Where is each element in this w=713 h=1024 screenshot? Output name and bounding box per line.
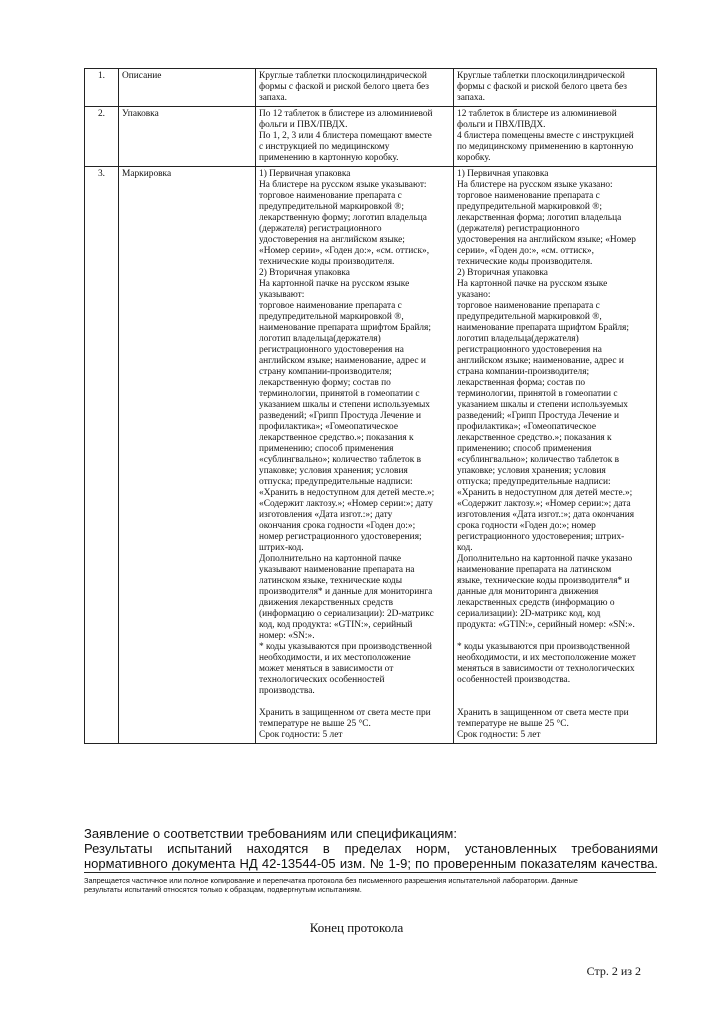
requirement-line: лекарственную форму; состав по: [259, 378, 391, 388]
actual-line: технические коды производителя.: [457, 257, 593, 267]
actual-line: На картонной пачке на русском языке: [457, 279, 608, 289]
requirement-line: удостоверения на английском языке;: [259, 235, 405, 245]
requirement-line: номер регистрационного удостоверения;: [259, 532, 422, 542]
table-row: [85, 69, 657, 107]
requirement-line: указанием шкалы и степени используемых: [259, 400, 430, 410]
requirement-line: предупредительной маркировкой ®;: [259, 202, 404, 212]
requirement-line: разведений; «Грипп Простуда Лечение и: [259, 411, 422, 421]
statement-body: [84, 841, 658, 871]
divider: [84, 872, 656, 873]
actual-line: предупредительной маркировкой ®;: [457, 202, 602, 212]
requirement-line: Хранить в защищенном от света месте при: [259, 708, 431, 718]
requirement-line: «Номер серии», «Годен до:», «см. оттиск»,: [259, 246, 430, 256]
statement-title: Заявление о соответствии требованиям или спецификациям:: [84, 826, 457, 841]
requirement-line: с инструкцией по медицинскому: [259, 142, 390, 152]
actual-line: торговое наименование препарата с: [457, 301, 600, 311]
actual-line: (держателя) регистрационного: [457, 224, 580, 234]
statement-line-2: нормативного документа НД 42-13544-05 изм. № 1-9; по проверенным показателям качества.: [84, 856, 658, 871]
requirement-cell: [256, 69, 454, 107]
actual-line: регистрационного удостоверения; штрих-: [457, 532, 625, 542]
actual-line: Срок годности: 5 лет: [457, 730, 541, 740]
requirement-line: регистрационного удостоверения на: [259, 345, 404, 355]
requirement-line: [259, 697, 450, 708]
requirement-line: По 12 таблеток в блистере из алюминиевой: [259, 109, 433, 119]
conformity-statement: [84, 826, 658, 871]
requirement-line: производства.: [259, 686, 315, 696]
test-results-table: [84, 68, 657, 744]
requirement-line: лекарственную форму; логотип владельца: [259, 213, 427, 223]
requirement-line: формы с фаской и риской белого цвета без: [259, 82, 429, 92]
actual-line: температуре не выше 25 °С.: [457, 719, 569, 729]
requirement-line: номер: «SN:».: [259, 631, 315, 641]
actual-line: наименование препарата шрифтом Брайля;: [457, 323, 629, 333]
actual-line: указанием шкалы и степени используемых: [457, 400, 628, 410]
actual-line: торговое наименование препарата с: [457, 191, 600, 201]
actual-line: профилактика»; «Гомеопатическое: [457, 422, 597, 432]
requirement-line: производителя* и данные для мониторинга: [259, 587, 433, 597]
table-row: [85, 107, 657, 167]
actual-line: серии», «Годен до:», «см. оттиск»,: [457, 246, 594, 256]
actual-line: страна компании-производителя;: [457, 367, 590, 377]
requirement-line: запаха.: [259, 93, 287, 103]
requirement-cell: [256, 167, 454, 744]
requirement-line: На картонной пачке на русском языке: [259, 279, 410, 289]
actual-line: логотип владельца(держателя): [457, 334, 579, 344]
requirement-line: технические коды производителя.: [259, 257, 395, 267]
actual-line: меняться в зависимости от технологических: [457, 664, 635, 674]
actual-line: «Хранить в недоступном для детей месте.»;: [457, 488, 633, 498]
requirement-line: применению; способ применения: [259, 444, 394, 454]
requirement-line: изготовления «Дата изгот.:»; дату: [259, 510, 393, 520]
actual-line: особенностей производства.: [457, 675, 571, 685]
requirement-line: 2) Вторичная упаковка: [259, 268, 350, 278]
actual-line: формы с фаской и риской белого цвета без: [457, 82, 627, 92]
requirement-line: (информацию о сериализации): 2D-матрикс: [259, 609, 434, 619]
requirement-line: необходимости, и их местоположение: [259, 653, 411, 663]
requirement-line: код, код продукта: «GTIN:», серийный: [259, 620, 413, 630]
requirement-line: отпуска; предупредительные надписи:: [259, 477, 413, 487]
actual-line: регистрационного удостоверения на: [457, 345, 602, 355]
table-row: [85, 167, 657, 744]
actual-line: 1) Первичная упаковка: [457, 169, 549, 179]
actual-line: предупредительной маркировкой ®,: [457, 312, 602, 322]
requirement-line: фольги и ПВХ/ПВДХ.: [259, 120, 348, 130]
requirement-line: указывают:: [259, 290, 305, 300]
requirement-line: торговое наименование препарата с: [259, 191, 402, 201]
requirement-line: торговое наименование препарата с: [259, 301, 402, 311]
requirement-cell: [256, 107, 454, 167]
indicator-name: Маркировка: [119, 167, 256, 744]
actual-line: продукта: «GTIN:», серийный номер: «SN:».: [457, 620, 635, 630]
actual-line: терминологии, принятой в гомеопатии с: [457, 389, 618, 399]
actual-line: необходимости, и их местоположение может: [457, 653, 636, 663]
requirement-line: английском языке; наименование, адрес и: [259, 356, 426, 366]
requirement-line: упаковке; условия хранения; условия: [259, 466, 408, 476]
requirement-line: Срок годности: 5 лет: [259, 730, 343, 740]
actual-line: лекарственная форма; состав по: [457, 378, 586, 388]
actual-line: коробку.: [457, 153, 491, 163]
disclaimer-line-2: результаты испытаний относятся только к образцам, подвергнутым испытаниям.: [84, 885, 362, 894]
actual-line: отпуска; предупредительные надписи:: [457, 477, 611, 487]
requirement-line: 1) Первичная упаковка: [259, 169, 351, 179]
requirement-line: профилактика»; «Гомеопатическое: [259, 422, 399, 432]
actual-line: Круглые таблетки плоскоцилиндрической: [457, 71, 625, 81]
requirement-line: указывают наименование препарата на: [259, 565, 415, 575]
page-number: Стр. 2 из 2: [586, 964, 641, 978]
requirement-line: страну компании-производителя;: [259, 367, 392, 377]
actual-line: срока годности «Годен до:»; номер: [457, 521, 596, 531]
requirement-line: Круглые таблетки плоскоцилиндрической: [259, 71, 427, 81]
actual-line: удостоверения на английском языке; «Номер: [457, 235, 636, 245]
actual-line: применению; способ применения: [457, 444, 592, 454]
requirement-line: «Содержит лактозу.»; «Номер серии:»; дату: [259, 499, 433, 509]
requirement-line: наименование препарата шрифтом Брайля;: [259, 323, 431, 333]
row-number: 1.: [85, 69, 119, 107]
requirement-line: окончания срока годности «Годен до:»;: [259, 521, 416, 531]
indicator-name: Описание: [119, 69, 256, 107]
actual-line: «Содержит лактозу.»; «Номер серии:»; дата: [457, 499, 631, 509]
requirement-line: технологических особенностей: [259, 675, 385, 685]
disclaimer: [84, 876, 658, 894]
actual-line: [457, 686, 653, 697]
actual-line: Хранить в защищенном от света месте при: [457, 708, 629, 718]
actual-line: сериализации): 2D-матрикс код, код: [457, 609, 601, 619]
actual-line: 4 блистера помещены вместе с инструкцией: [457, 131, 634, 141]
actual-line: код.: [457, 543, 473, 553]
statement-line-1: Результаты испытаний находятся в пределах норм, установленных требованиями: [84, 841, 658, 856]
actual-line: указано:: [457, 290, 491, 300]
actual-line: языке, технические коды производителя* и: [457, 576, 630, 586]
requirement-line: * коды указываются при производственной: [259, 642, 432, 652]
disclaimer-line-1: Запрещается частичное или полное копирование и перепечатка протокола без письменного разрешения испытательной лаборатории. Данные: [84, 876, 578, 885]
actual-line: лекарственная форма; логотип владельца: [457, 213, 622, 223]
requirement-line: температуре не выше 25 °С.: [259, 719, 371, 729]
actual-line: [457, 697, 653, 708]
actual-line: разведений; «Грипп Простуда Лечение и: [457, 411, 620, 421]
actual-line: фольги и ПВХ/ПВДХ.: [457, 120, 546, 130]
actual-line: по медицинскому применению в картонную: [457, 142, 634, 152]
requirement-line: Дополнительно на картонной пачке: [259, 554, 402, 564]
requirement-line: может меняться в зависимости от: [259, 664, 394, 674]
actual-line: английском языке; наименование, адрес и: [457, 356, 624, 366]
actual-line: 12 таблеток в блистере из алюминиевой: [457, 109, 617, 119]
requirement-line: логотип владельца(держателя): [259, 334, 381, 344]
actual-line: изготовления «Дата изгот.:»; дата окончания: [457, 510, 635, 520]
actual-line: запаха.: [457, 93, 485, 103]
requirement-line: применению в картонную коробку.: [259, 153, 399, 163]
indicator-name: Упаковка: [119, 107, 256, 167]
actual-line: [457, 631, 653, 642]
actual-line: 2) Вторичная упаковка: [457, 268, 548, 278]
requirement-line: На блистере на русском языке указывают:: [259, 180, 427, 190]
actual-line: лекарственных средств (информацию о: [457, 598, 615, 608]
requirement-line: терминологии, принятой в гомеопатии с: [259, 389, 420, 399]
actual-result-cell: [454, 167, 657, 744]
actual-line: Дополнительно на картонной пачке указано: [457, 554, 633, 564]
actual-line: На блистере на русском языке указано:: [457, 180, 613, 190]
row-number: 2.: [85, 107, 119, 167]
actual-line: данные для мониторинга движения: [457, 587, 599, 597]
requirement-line: «сублингвально»; количество таблеток в: [259, 455, 422, 465]
actual-result-cell: [454, 69, 657, 107]
requirement-line: латинском языке, технические коды: [259, 576, 403, 586]
actual-result-cell: [454, 107, 657, 167]
requirement-line: движения лекарственных средств: [259, 598, 394, 608]
requirement-line: «Хранить в недоступном для детей месте.»;: [259, 488, 435, 498]
requirement-line: штрих-код.: [259, 543, 304, 553]
actual-line: упаковке; условия хранения; условия: [457, 466, 606, 476]
actual-line: наименование препарата на латинском: [457, 565, 612, 575]
actual-line: * коды указываются при производственной: [457, 642, 630, 652]
requirement-line: По 1, 2, 3 или 4 блистера помещают вместе: [259, 131, 432, 141]
requirement-line: лекарственное средство.»; показания к: [259, 433, 414, 443]
requirement-line: предупредительной маркировкой ®,: [259, 312, 404, 322]
actual-line: «сублингвально»; количество таблеток в: [457, 455, 620, 465]
row-number: 3.: [85, 167, 119, 744]
end-of-protocol: Конец протокола: [309, 920, 404, 935]
actual-line: лекарственное средство.»; показания к: [457, 433, 612, 443]
requirement-line: (держателя) регистрационного: [259, 224, 382, 234]
